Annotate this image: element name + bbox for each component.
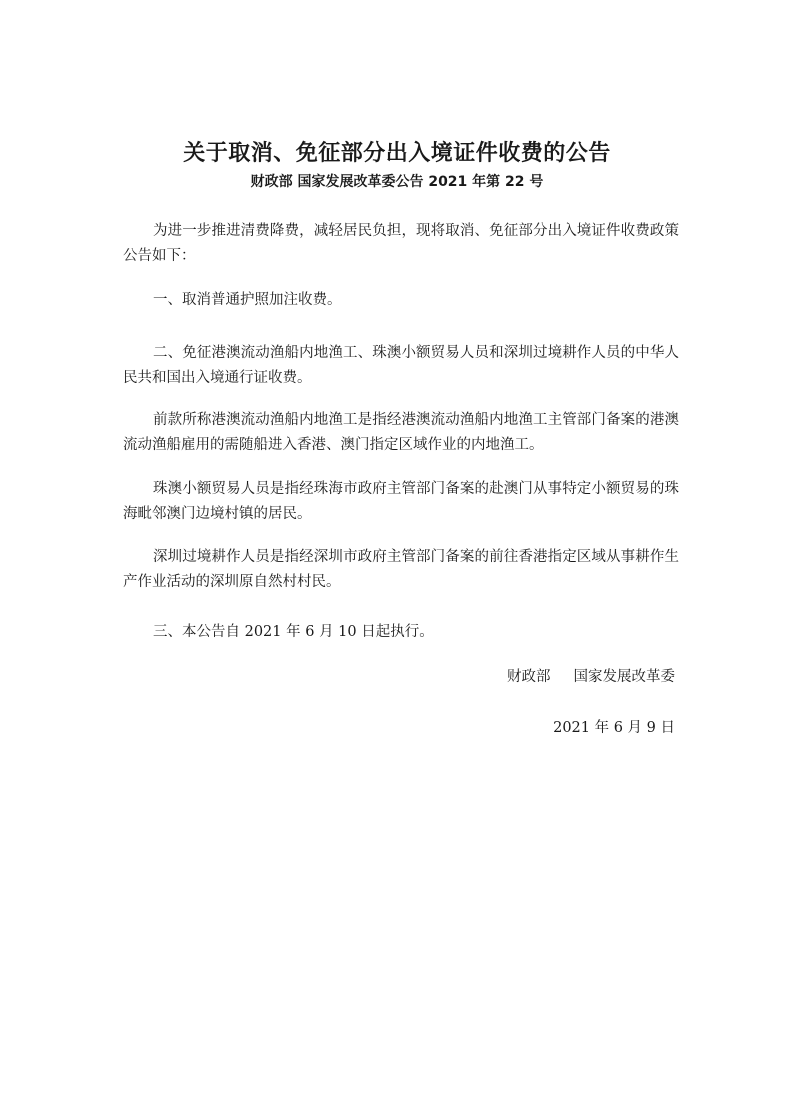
- paragraph-intro: 为进一步推进清费降费，减轻居民负担，现将取消、免征部分出入境证件收费政策公告如下：: [123, 223, 679, 264]
- signatories: 财政部 国家发展改革委: [506, 669, 675, 685]
- paragraph-definition-traders: 珠澳小额贸易人员是指经珠海市政府主管部门备案的赴澳门从事特定小额贸易的珠海毗邻澳门边境村镇的居民。: [123, 481, 679, 522]
- paragraph-item-2: 二、免征港澳流动渔船内地渔工、珠澳小额贸易人员和深圳过境耕作人员的中华人民共和国出入境通行证收费。: [123, 345, 679, 386]
- document-title: 关于取消、免征部分出入境证件收费的公告: [183, 141, 611, 166]
- issue-date: 2021 年 6 月 9 日: [553, 720, 675, 736]
- paragraph-definition-farmers: 深圳过境耕作人员是指经深圳市政府主管部门备案的前往香港指定区域从事耕作生产作业活动的深圳原自然村村民。: [123, 549, 679, 590]
- paragraph-item-3: 三、本公告自 2021 年 6 月 10 日起执行。: [153, 624, 434, 640]
- paragraph-item-1: 一、取消普通护照加注收费。: [153, 292, 342, 308]
- document-subtitle: 财政部 国家发展改革委公告 2021 年第 22 号: [250, 174, 544, 190]
- paragraph-definition-fishermen: 前款所称港澳流动渔船内地渔工是指经港澳流动渔船内地渔工主管部门备案的港澳流动渔船雇用的需随船进入香港、澳门指定区域作业的内地渔工。: [123, 412, 679, 453]
